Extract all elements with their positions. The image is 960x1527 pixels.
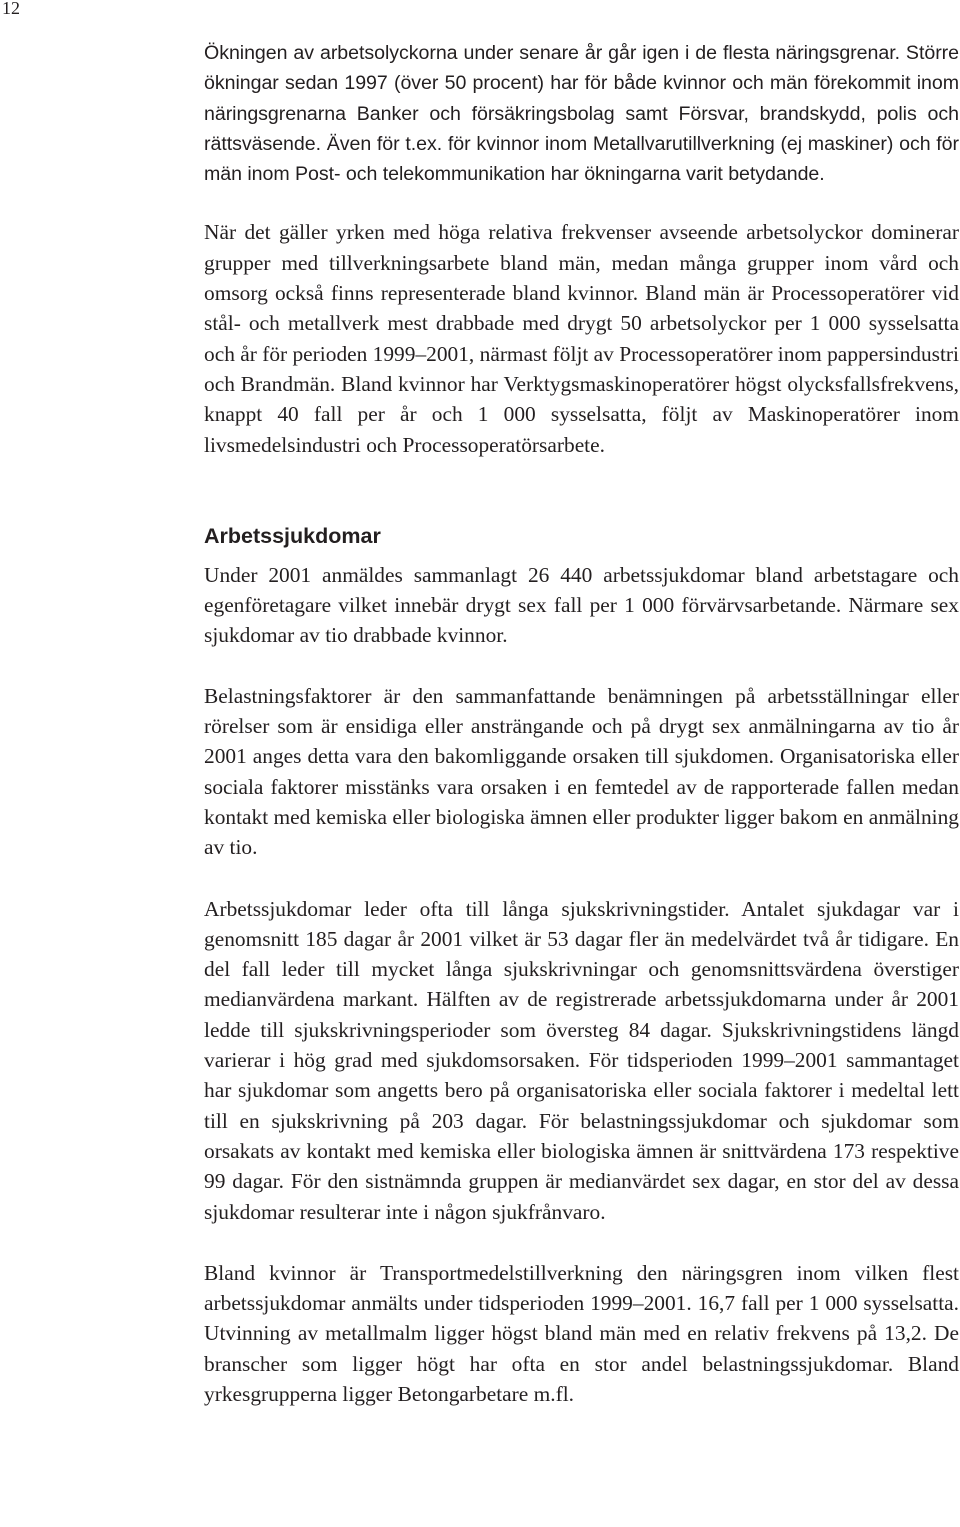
page-number: 12 <box>2 0 20 18</box>
paragraph-sick-leave: Arbetssjukdomar leder ofta till långa sjukskrivningstider. Antalet sjukdagar var i genomsnitt 185 dagar år 2001 vilket är 53 dagar fler än medelvärdet två år tidigare. En del fall leder till mycket långa sjukskrivningar och genomsnittsvärdena överstiger medianvärdena markant. Hälften av de registrerade arbetssjukdomarna under år 2001 ledde till sjukskrivningsperioder som översteg 84 dagar. Sjukskrivningstidens längd varierar i hög grad med sjukdomsorsaken. För tidsperioden 1999–2001 sammantaget har sjukdomar som angetts bero på organisatoriska eller sociala faktorer i medeltal lett till en sjukskrivning på 203 dagar. För belastningssjukdomar och sjukdomar som orsakats av kontakt med kemiska eller biologiska ämnen är snittvärdena 173 respektive 99 dagar. För den sistnämnda gruppen är medianvärdet sex dagar, en stor del av dessa sjukdomar resulterar inte i någon sjukfrånvaro. <box>204 896 959 1224</box>
paragraph-occupational-frequencies: När det gäller yrken med höga relativa frekvenser avseende arbetsolyckor dominerar grupper med tillverkningsarbete bland män, medan många grupper inom vård och omsorg också finns representerade bland kvinnor. Bland män är Processoperatörer vid stål- och metallverk mest drabbade med drygt 50 arbetsolyckor per 1 000 sysselsatta och år för perioden 1999–2001, närmast följt av Processoperatörer inom pappersindustri och Brandmän. Bland kvinnor har Verktygsmaskinoperatörer högst olycksfallsfrekvens, knappt 40 fall per år och 1 000 sysselsatta, följt av Maskinoperatörer inom livsmedelsindustri och Processoperatörsarbete. <box>204 220 960 457</box>
paragraph-occupational-accident-increase: Ökningen av arbetsolyckorna under senare år går igen i de flesta näringsgrenar. Större ökningar sedan 1997 (över 50 procent) har för både kvinnor och män förekommit inom näringsgrenarna Banker och försäkringsbolag samt Försvar, brandskydd, polis och rättsväsende. Även för t.ex. för kvinnor inom Metallvarutillverkning (ej maskiner) och för män inom Post- och telekommunikation har ökningarna varit betydande. <box>204 42 959 186</box>
section-heading: Arbetssjukdomar <box>204 523 381 548</box>
document-body <box>204 38 959 1409</box>
paragraph-load-factors: Belastningsfaktorer är den sammanfattande benämningen på arbetsställningar eller rörelser som är ensidiga eller ansträngande och på drygt sex anmälningarna av tio år 2001 anges detta vara den bakomliggande orsaken till sjukdomen. Organisatoriska eller sociala faktorer misstänks vara orsaken i en femtedel av de rapporterade fallen medan kontakt med kemiska eller biologiska ämnen eller produkter ligger bakom en anmälning av tio. <box>204 683 959 860</box>
paragraph-reported-diseases: Under 2001 anmäldes sammanlagt 26 440 arbetssjukdomar bland arbetstagare och egenföretagare vilket innebär drygt sex fall per 1 000 förvärvsarbetande. Närmare sex sjukdomar av tio drabbade kvinnor. <box>204 562 959 648</box>
paragraph-industries: Bland kvinnor är Transportmedelstillverkning den näringsgren inom vilken flest arbetssjukdomar anmälts under tidsperioden 1999–2001. 16,7 fall per 1 000 sysselsatta. Utvinning av metallmalm ligger högst bland män med en relativ frekvens på 13,2. De branscher som ligger högt har ofta en stor andel belastningssjukdomar. Bland yrkesgrupperna ligger Betongarbetare m.fl. <box>204 1260 959 1406</box>
